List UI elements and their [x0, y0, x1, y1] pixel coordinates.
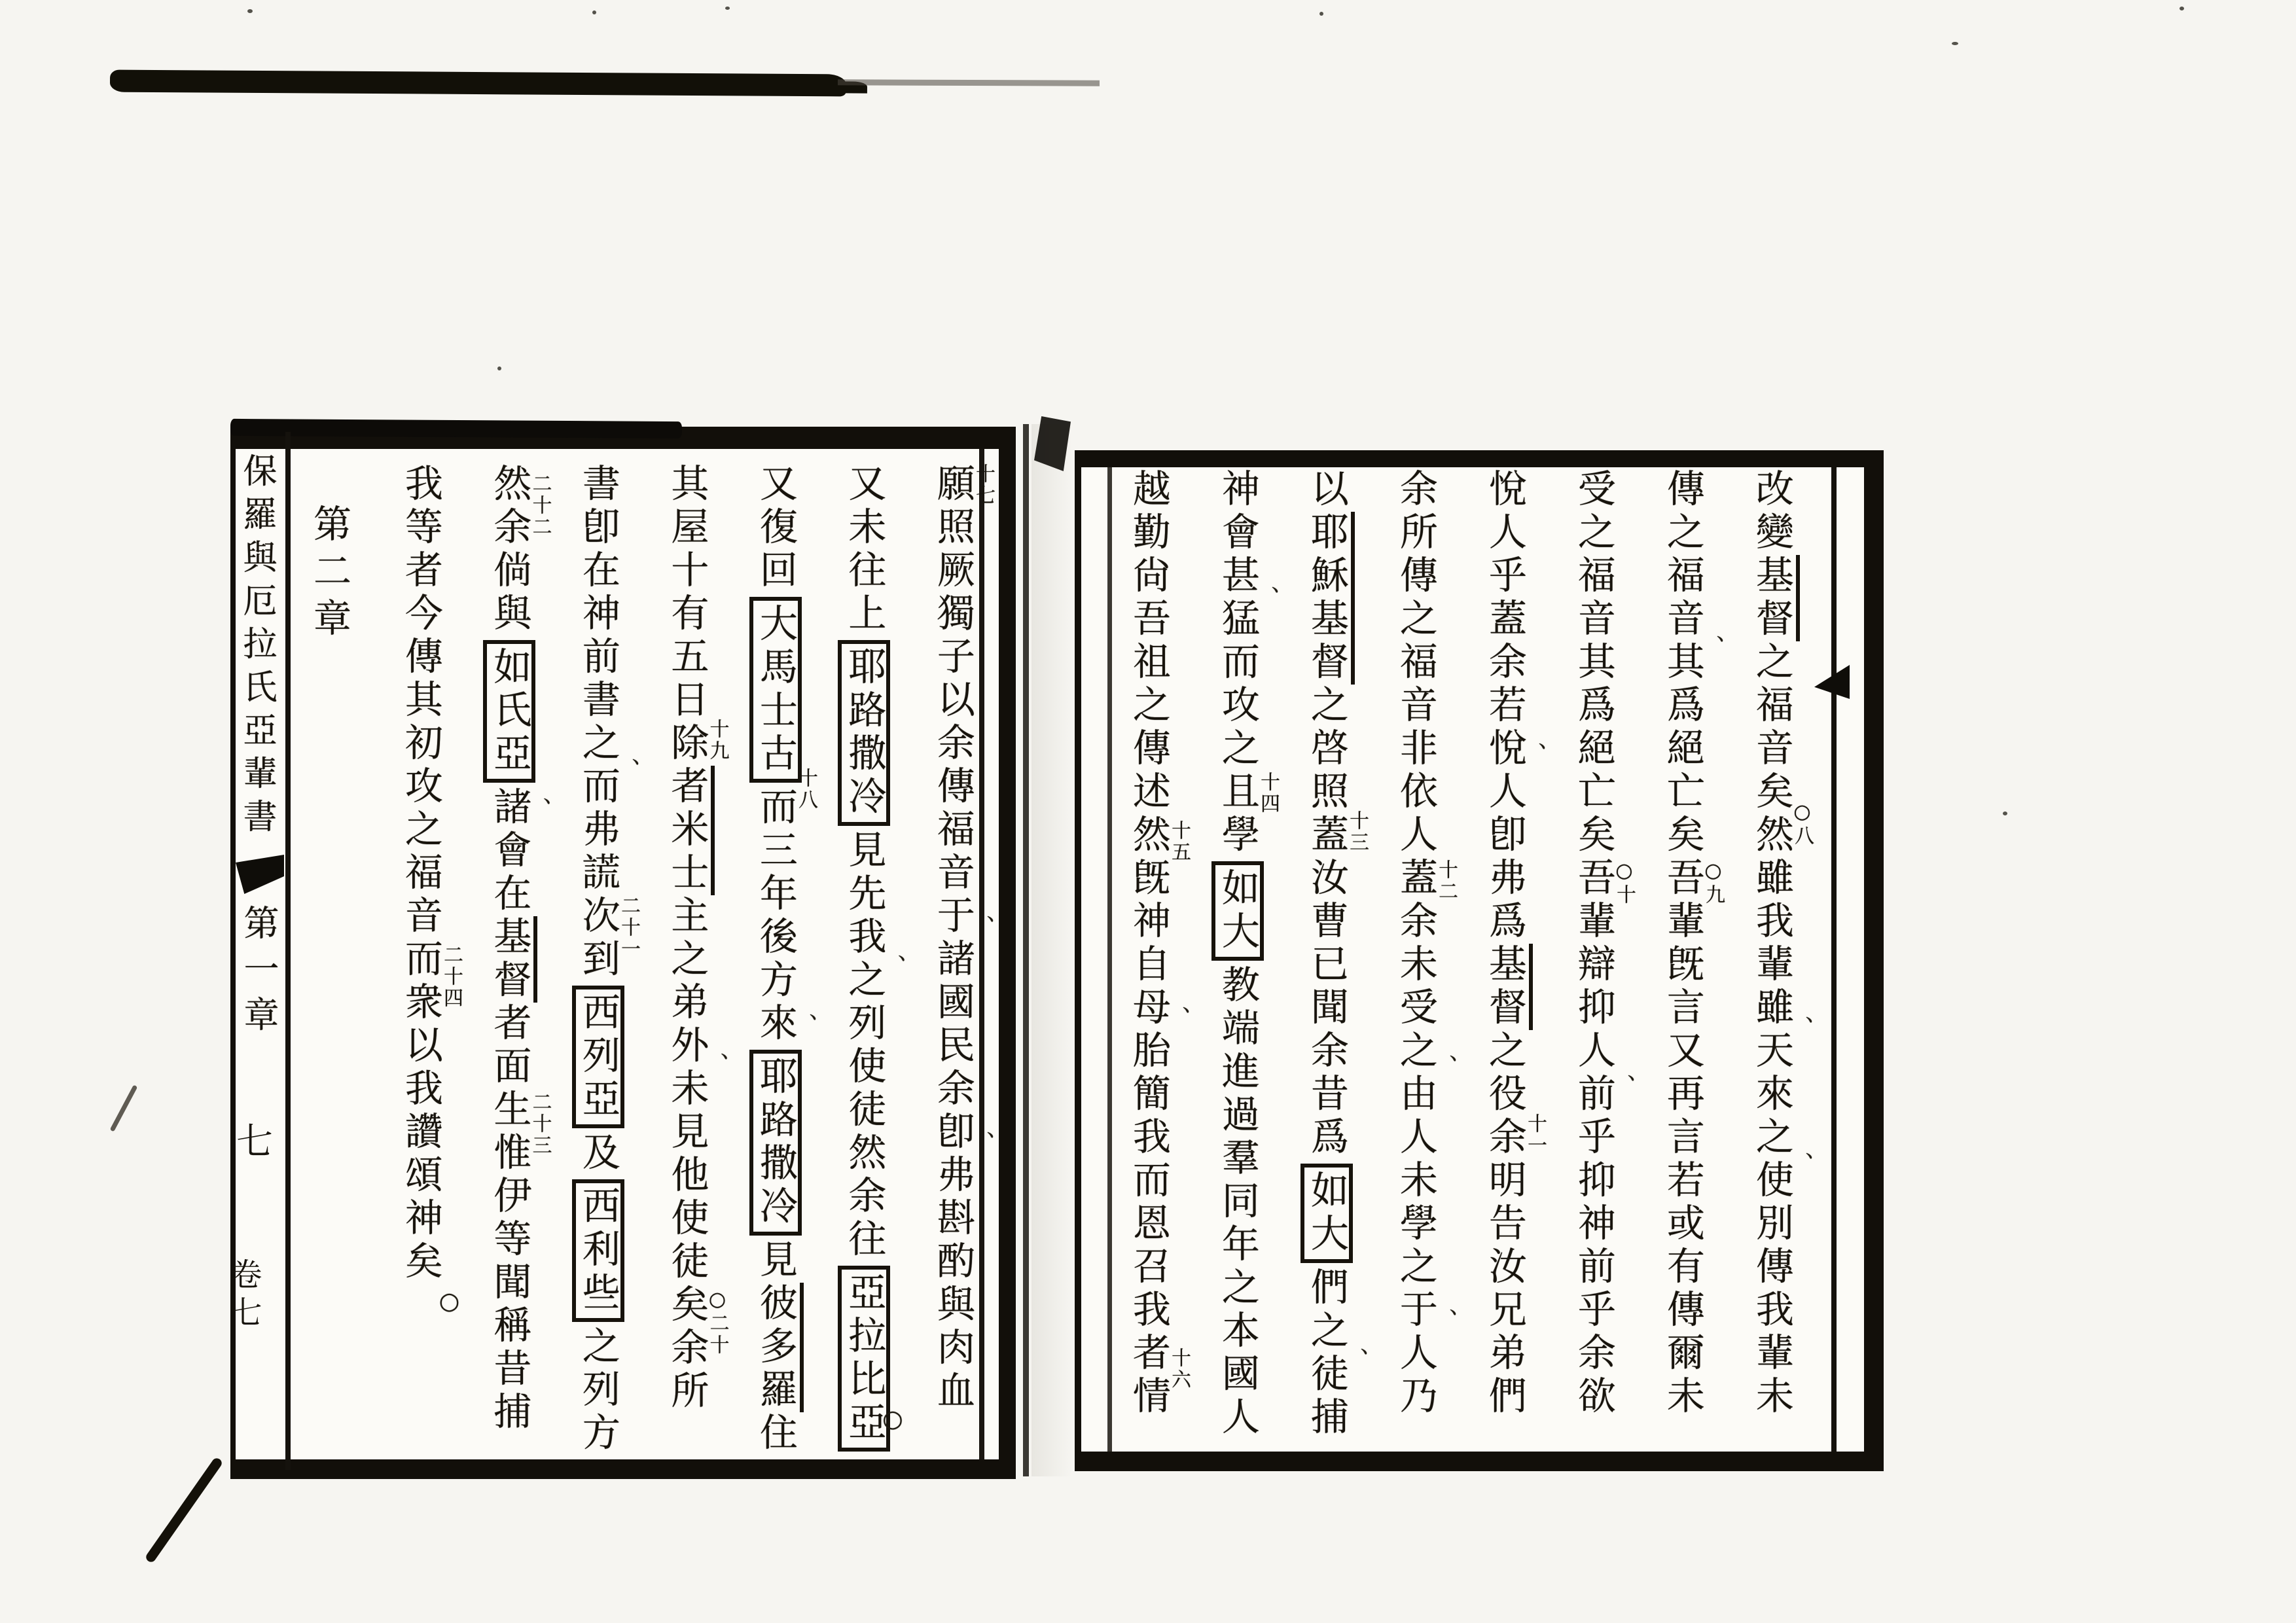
text-column: [1304, 469, 1348, 1440]
proper-noun-mark: 基督: [487, 916, 537, 1003]
proper-noun-box: 耶路撒冷: [749, 1050, 802, 1236]
proper-noun-box: 亞拉比亞: [838, 1266, 890, 1452]
pause-mark: 、: [1698, 634, 1725, 660]
pause-mark: 、: [1164, 1005, 1191, 1031]
text-run: 之役余明告汝兄弟們: [1482, 1030, 1527, 1419]
verse-number-annotation: ○十: [1613, 859, 1636, 906]
verse-number-annotation: 十九: [706, 719, 729, 762]
verse-number-annotation: 二十二: [528, 473, 552, 538]
text-column: [1215, 469, 1259, 1440]
text-run: 神會甚猛而攻之且學: [1215, 469, 1260, 857]
verse-number-annotation: 十五: [1168, 820, 1191, 864]
verse-number-annotation: ○八: [1791, 800, 1814, 847]
pause-mark: 、: [968, 915, 995, 940]
pause-mark: 、: [613, 758, 640, 783]
text-run: 見: [753, 1240, 798, 1283]
verse-number-annotation: 二十四: [440, 944, 463, 1009]
pause-mark: 、: [968, 1131, 995, 1156]
scan-artifact-slash: [110, 1084, 138, 1132]
text-run: 改變: [1749, 469, 1794, 555]
scan-artifact-streak: [144, 1456, 223, 1563]
text-run: 而三年後方來: [753, 787, 798, 1046]
text-run: 以: [1304, 469, 1349, 512]
scan-speck: [592, 10, 596, 14]
scan-speck: [1952, 42, 1958, 45]
text-column: [1126, 469, 1170, 1419]
pause-mark: 、: [702, 1052, 729, 1078]
text-column: [1660, 469, 1704, 1419]
volume-label: 卷七: [225, 1258, 262, 1334]
text-column: [753, 463, 797, 1455]
pause-mark: 、: [1787, 1152, 1814, 1178]
verse-number-annotation: 十六: [1168, 1347, 1191, 1391]
proper-noun-mark: 基督: [1482, 944, 1533, 1030]
right-page-inner-rule: [1831, 467, 1837, 1452]
folio-page-number: 七: [230, 1122, 273, 1158]
text-run: 願照厥獨子以余傳福音于諸國民余卽弗斟酌與肉血: [930, 463, 975, 1414]
proper-noun-mark: 者米士: [664, 766, 715, 895]
proper-noun-mark: 彼多羅: [753, 1283, 804, 1412]
text-run: 見先我之列使徒然余往: [842, 830, 887, 1262]
pause-mark: 、: [1431, 1308, 1458, 1334]
scan-artifact-top-band: [110, 70, 846, 97]
text-run: 住: [753, 1412, 798, 1455]
verse-number-annotation: 十七: [972, 463, 995, 507]
book-title: 保羅與厄拉氏亞輩書: [237, 453, 276, 842]
text-run: 們之徒捕: [1304, 1267, 1349, 1440]
page-fold-line: [1023, 424, 1029, 1476]
text-run: 悅人乎蓋余若悅人卽弗爲: [1482, 469, 1527, 944]
pause-mark: 、: [791, 1013, 817, 1039]
left-page-top-smear: [230, 419, 682, 438]
proper-noun-box: 西利些: [572, 1179, 624, 1322]
pause-mark: 、: [1520, 741, 1547, 768]
proper-noun-box: 耶路撒冷: [838, 640, 890, 826]
text-run: 之福音矣然雖我輩雖天來之使別傳我輩未: [1749, 641, 1794, 1419]
pause-mark: ○: [436, 1288, 463, 1317]
proper-noun-mark: 基督: [1749, 555, 1800, 641]
text-column: [1393, 469, 1437, 1419]
verse-number-annotation: ○二十: [706, 1288, 729, 1356]
page-fold-shadow: [1031, 424, 1072, 1476]
verse-number-annotation: 二十三: [528, 1092, 552, 1156]
text-run: 諸會在: [487, 787, 532, 916]
pause-mark: 、: [524, 797, 552, 823]
text-run: 又未往上: [842, 463, 887, 636]
proper-noun-box: 如大: [1211, 861, 1264, 961]
scan-speck: [2179, 7, 2184, 10]
text-run: 之啓照蓋汝曹已聞余昔爲: [1304, 685, 1349, 1160]
verse-number-annotation: 十八: [795, 768, 817, 811]
text-run: 及: [575, 1132, 620, 1175]
scan-speck: [725, 7, 730, 10]
text-run: 其屋十有五日除: [664, 463, 709, 766]
scan-speck: [247, 9, 253, 13]
proper-noun-box: 大馬士古: [749, 597, 802, 783]
right-page-inner-rule: [1107, 467, 1112, 1452]
pause-mark: 、: [1431, 1054, 1458, 1080]
proper-noun-box: 如大: [1300, 1164, 1353, 1263]
chapter-two-heading: 第二章: [307, 504, 351, 645]
text-column: [575, 463, 620, 1455]
scan-speck: [2003, 812, 2007, 815]
text-column: [487, 463, 531, 1435]
left-page-inner-rule: [979, 449, 984, 1459]
text-run: 傳之福音其爲絕亡矣吾輩旣言又再言若或有傳爾未: [1660, 469, 1705, 1419]
pause-mark: 、: [1342, 1347, 1369, 1373]
pause-mark: ○: [879, 1406, 906, 1435]
pause-mark: 、: [1609, 1074, 1636, 1100]
pause-mark: 、: [1787, 1015, 1814, 1041]
text-column: [1482, 469, 1526, 1419]
verse-number-annotation: 十二: [1435, 859, 1458, 902]
text-run: 主之弟外未見他使徒矣余所: [664, 895, 709, 1414]
text-column: [1749, 469, 1793, 1419]
text-run: 受之福音其爲絕亡矣吾輩辯抑人前乎抑神前乎余欲: [1571, 469, 1616, 1419]
proper-noun-mark: 耶穌基督: [1304, 512, 1355, 685]
title-strip-separator: [285, 432, 291, 1470]
text-run: 又復回: [753, 463, 798, 593]
text-run: 余所傳之福音非依人蓋余未受之由人未學之于人乃: [1393, 469, 1438, 1419]
text-column: [398, 463, 442, 1284]
text-column: [664, 463, 709, 1414]
text-run: 書卽在神前書之而弗謊次到: [575, 463, 620, 982]
text-run: 越勤尙吾祖之傳述然旣神自母胎簡我而恩召我者情: [1126, 469, 1171, 1419]
verse-number-annotation: 十一: [1524, 1113, 1547, 1156]
verse-number-annotation: ○九: [1702, 859, 1725, 906]
chapter-one-label: 第一章: [238, 904, 279, 1042]
text-run: 我等者今傳其初攻之福音而衆以我讚頌神矣: [398, 463, 443, 1284]
scan-artifact-top-line: [838, 79, 1100, 86]
verse-number-annotation: 二十一: [617, 895, 640, 960]
scan-speck: [497, 366, 501, 370]
text-run: 教端進過羣同年之本國人: [1215, 965, 1260, 1440]
text-run: 之列方: [575, 1326, 620, 1455]
text-column: [1571, 469, 1615, 1419]
pause-mark: 、: [1253, 586, 1280, 612]
text-run: 者面生惟伊等聞稱昔捕: [487, 1003, 532, 1435]
proper-noun-box: 如氏亞: [483, 640, 535, 783]
text-run: 然余倘與: [487, 463, 532, 636]
verse-number-annotation: 十三: [1346, 810, 1369, 854]
pause-mark: 、: [879, 954, 906, 980]
scan-speck: [1319, 12, 1323, 16]
verse-number-annotation: 十四: [1257, 771, 1280, 815]
proper-noun-box: 西列亞: [572, 986, 624, 1128]
